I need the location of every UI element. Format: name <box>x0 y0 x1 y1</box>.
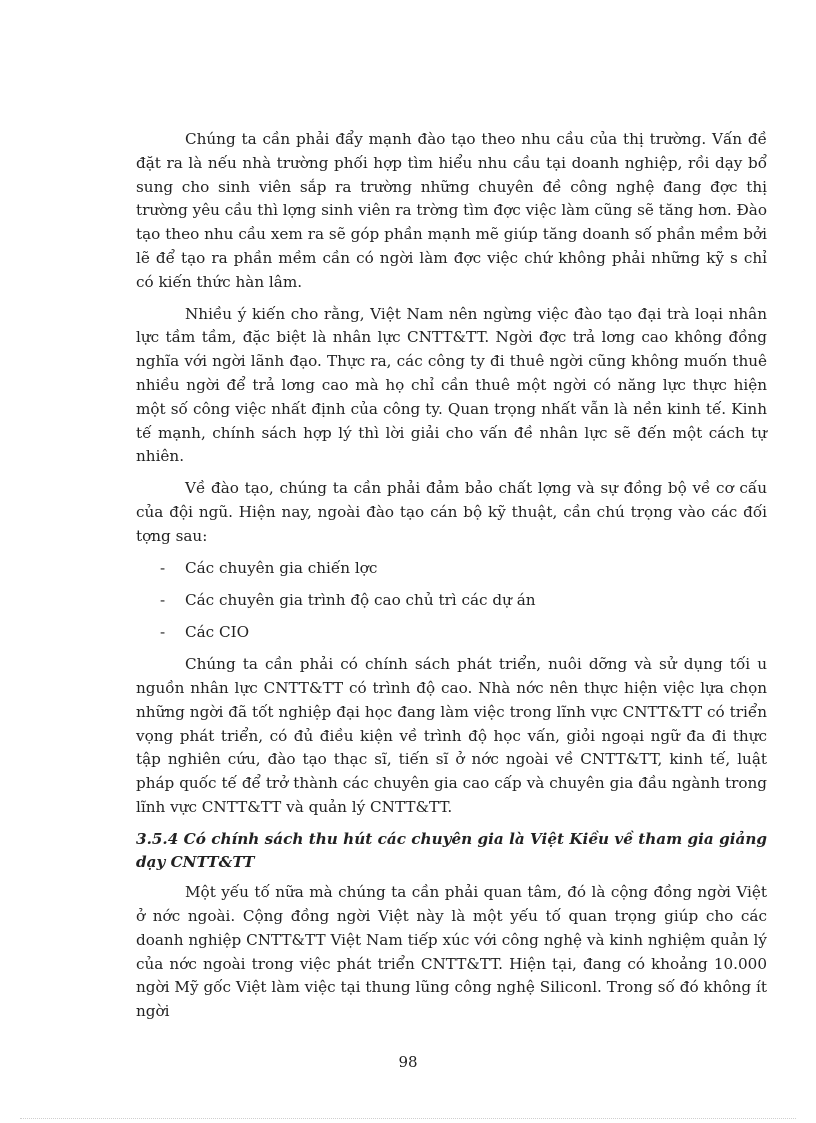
target-groups-list <box>136 557 767 645</box>
list-item-text: Các CIO <box>185 622 250 641</box>
bullet-dash: - <box>160 558 166 577</box>
section-heading: 3.5.4 Có chính sách thu hút các chuyên gia là Việt Kiều về tham gia giảng dạy CNTT&TT <box>136 829 767 872</box>
paragraph-high-level-workforce: Chúng ta cần phải có chính sách phát triển, nuôi dỡng và sử dụng tối u nguồn nhân lực CNTT&TT có trình độ cao. Nhà nớc nên thực hiện việc lựa chọn những ngời đã tốt nghiệp đại học đang làm việc trong lĩnh vực CNTT&TT có triển vọng phát triển, có đủ điều kiện về trình độ học vấn, giỏi ngoại ngữ đa đi thực tập nghiên cứu, đào tạo thạc sĩ, tiến sĩ ở nớc ngoài về CNTT&TT, kinh tế, luật pháp quốc tế để trở thành các chuyên gia cao cấp và chuyên gia đầu ngành trong lĩnh vực CNTT&TT và quản lý CNTT&TT. <box>136 655 767 816</box>
paragraph-training-quality: Về đào tạo, chúng ta cần phải đảm bảo chất lợng và sự đồng bộ về cơ cấu của đội ngũ. Hiện nay, ngoài đào tạo cán bộ kỹ thuật, cần chú trọng vào các đối tợng sau: <box>136 479 767 545</box>
bullet-dash: - <box>160 590 166 609</box>
body-text <box>136 128 767 1032</box>
paragraph-stop-mass-training: Nhiều ý kiến cho rằng, Việt Nam nên ngừng việc đào tạo đại trà loại nhân lực tầm tầm, đặc biệt là nhân lực CNTT&TT. Ngời đợc trả lơng cao không đồng nghĩa với ngời lãnh đạo. Thực ra, các công ty đi thuê ngời cũng không muốn thuê nhiều ngời để trả lơng cao mà họ chỉ cần thuê một ngời có năng lực thực hiện một số công việc nhất định của công ty. Quan trọng nhất vẫn là nền kinh tế. Kinh tế mạnh, chính sách hợp lý thì lời giải cho vấn đề nhân lực sẽ đến một cách tự nhiên. <box>136 304 767 466</box>
paragraph-overseas-vietnamese: Một yếu tố nữa mà chúng ta cần phải quan tâm, đó là cộng đồng ngời Việt ở nớc ngoài. Cộng đồng ngời Việt này là một yếu tố quan trọng giúp cho các doanh nghiệp CNTT&TT Việt Nam tiếp xúc với công nghệ và kinh nghiệm quản lý của nớc ngoài trong việc phát triển CNTT&TT. Hiện tại, đang có khoảng 10.000 ngời Mỹ gốc Việt làm việc tại thung lũng công nghệ Siliconl. Trong số đó không ít ngời <box>136 883 767 1021</box>
page-bottom-divider <box>20 1118 796 1119</box>
list-item-text: Các chuyên gia trình độ cao chủ trì các dự án <box>185 590 536 609</box>
list-item-text: Các chuyên gia chiến lợc <box>185 558 378 577</box>
list-item <box>136 557 767 581</box>
paragraph-market-training: Chúng ta cần phải đẩy mạnh đào tạo theo nhu cầu của thị trường. Vấn đề đặt ra là nếu nhà trường phối hợp tìm hiểu nhu cầu tại doanh nghiệp, rồi dạy bổ sung cho sinh viên sắp ra trường những chuyên đề công nghệ đang đợc thị trường yêu cầu thì lợng sinh viên ra trờng tìm đợc việc làm cũng sẽ tăng hơn. Đào tạo theo nhu cầu xem ra sẽ góp phần mạnh mẽ giúp tăng doanh số phần mềm bởi lẽ để tạo ra phần mềm cần có ngời làm đợc việc chứ không phải những kỹ s chỉ có kiến thức hàn lâm. <box>136 130 768 291</box>
bullet-dash: - <box>160 622 166 641</box>
page-number: 98 <box>398 1053 418 1071</box>
list-item <box>136 621 767 645</box>
list-item <box>136 589 767 613</box>
